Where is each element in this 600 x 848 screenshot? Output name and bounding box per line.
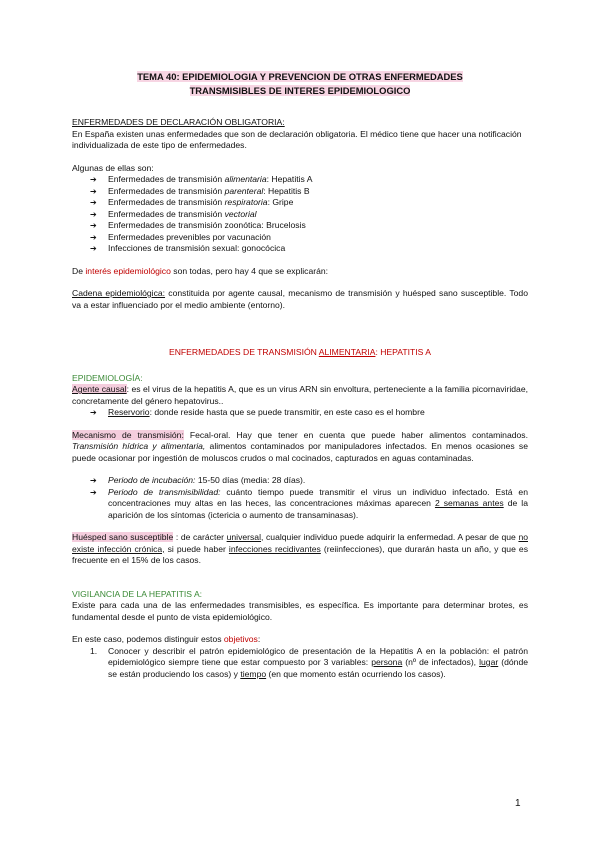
- list-item: ➔ Enfermedades prevenibles por vacunación: [90, 231, 271, 242]
- arrow-icon: ➔: [90, 175, 97, 184]
- edo-heading: ENFERMEDADES DE DECLARACIÓN OBLIGATORIA:: [72, 117, 285, 127]
- epi-heading: EPIDEMIOLOGÍA:: [72, 372, 143, 383]
- objectives-list: [72, 646, 528, 681]
- list-item: ➔ Enfermedades de transmisión respiratoria: Gripe: [90, 197, 294, 207]
- document-title: [72, 70, 528, 97]
- document-page: [72, 70, 528, 680]
- arrow-icon: ➔: [90, 244, 97, 253]
- list-item: ➔ Periodo de transmisibilidad: cuánto tiempo puede transmitir el virus un individuo infectado. Está en concentraciones muy altas en las heces, las concentraciones máximas aparecen 2 semanas antes de la aparición de los síntomas (ictericia o aumento de transaminasas).: [90, 486, 528, 520]
- periods-list: [72, 475, 528, 521]
- list-item: ➔ Enfermedades de transmisión zoonótica: Brucelosis: [90, 220, 306, 230]
- arrow-icon: ➔: [90, 186, 97, 196]
- arrow-icon: ➔: [90, 232, 97, 242]
- objectives-intro: En este caso, podemos distinguir estos objetivos:: [72, 634, 261, 644]
- chain-paragraph: Cadena epidemiológica: constituida por agente causal, mecanismo de transmisión y huésped sano susceptible. Todo va a estar influenciado por el medio ambiente (entorno).: [72, 288, 528, 310]
- arrow-icon: ➔: [90, 221, 97, 230]
- hepA-heading: ENFERMEDADES DE TRANSMISIÓN ALIMENTARIA: HEPATITIS A: [168, 347, 431, 357]
- list-item: ➔ Infecciones de transmisión sexual: gonocócica: [90, 243, 286, 253]
- list-item: ➔ Enfermedades de transmisión alimentaria: Hepatitis A: [90, 174, 313, 184]
- edo-intro: En España existen unas enfermedades que son de declaración obligatoria. El médico tiene que hacer una notificación individualizada de este tipo de enfermedades.: [72, 128, 522, 150]
- surveillance-text: Existe para cada una de las enfermedades transmisibles, es específica. Es importante para determinar brotes, es fundamental desde el punto de vista epidemiológico.: [72, 600, 528, 622]
- list-item: ➔ Enfermedades de transmisión vectorial: [90, 208, 257, 219]
- reservoir-list: [72, 407, 528, 419]
- arrow-icon: ➔: [90, 198, 97, 207]
- list-item: 1. Conocer y describir el patrón epidemiológico de presentación de la Hepatitis A en la población: el patrón epidemiológico siempre tiene que estar compuesto por 3 variables: persona (nº de infectados), lugar (dónde se están produciendo los casos) y tiempo (en que momento están ocurriendo los casos).: [90, 645, 528, 679]
- interest-line: De interés epidemiológico son todas, pero hay 4 que se explicarán:: [72, 265, 329, 276]
- arrow-icon: ➔: [90, 487, 97, 497]
- list-item: ➔ Reservorio: donde reside hasta que se puede transmitir, en este caso es el hombre: [90, 407, 425, 417]
- edo-list: [72, 174, 528, 255]
- edo-list-intro: Algunas de ellas son:: [72, 162, 154, 173]
- list-item: ➔ Periodo de incubación: 15-50 días (media: 28 días).: [90, 475, 306, 485]
- arrow-icon: ➔: [90, 209, 97, 219]
- mechanism-paragraph: Mecanismo de transmisión: Fecal-oral. Hay que tener en cuenta que puede haber alimentos contaminados. Transmisión hídrica y alimentaria, alimentos contaminados por manipuladores infectados. En menos ocasiones se puede ocasionar por ingestión de moluscos crudos o mal cocinados, capturados en aguas contaminadas.: [72, 429, 528, 463]
- host-paragraph: Huésped sano susceptible : de carácter universal, cualquier individuo puede adquirir la enfermedad. A pesar de que no existe infección crónica, si puede haber infecciones recidivantes (reiinfecciones), que durarán hasta un año, y que es frecuente en el 15% de los casos.: [72, 532, 528, 565]
- title-line-2: TRANSMISIBLES DE INTERES EPIDEMIOLOGICO: [189, 84, 411, 96]
- arrow-icon: ➔: [90, 408, 97, 417]
- surveillance-heading: VIGILANCIA DE LA HEPATITIS A:: [72, 588, 203, 599]
- title-line-1: TEMA 40: EPIDEMIOLOGIA Y PREVENCION DE OTRAS ENFERMEDADES: [137, 71, 463, 82]
- agent-paragraph: Agente causal: es el virus de la hepatitis A, que es un virus ARN sin envoltura, perteneciente a la familia picornaviridae, concretamente del género hepatovirus..: [72, 384, 528, 406]
- arrow-icon: ➔: [90, 476, 97, 485]
- list-item: ➔ Enfermedades de transmisión parenteral: Hepatitis B: [90, 185, 310, 196]
- page-number: 1: [515, 798, 521, 809]
